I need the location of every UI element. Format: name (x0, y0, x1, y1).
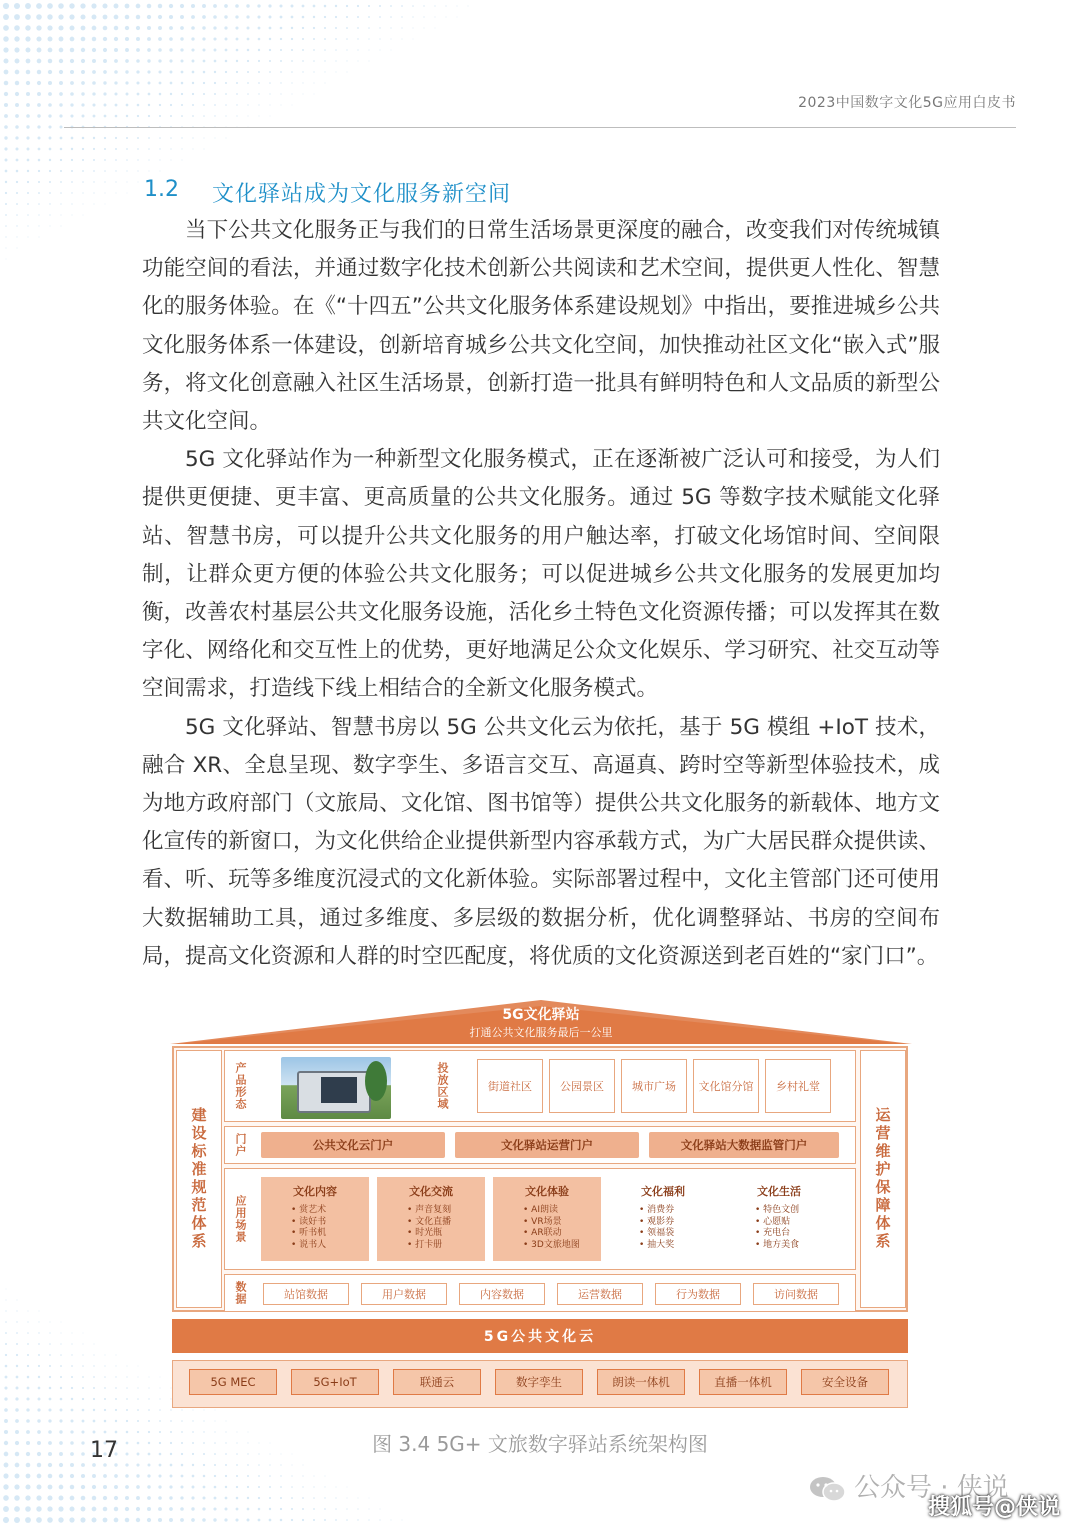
portal-item: 文化驿站运营门户 (455, 1132, 639, 1158)
scene-row (224, 1168, 856, 1270)
data-label: 数据 (234, 1281, 247, 1305)
area-box: 公园景区 (549, 1059, 615, 1113)
portal-item: 公共文化云门户 (261, 1132, 445, 1158)
kiosk-photo (281, 1057, 391, 1119)
portal-item: 文化驿站大数据监管门户 (649, 1132, 839, 1158)
scene-item: • 心愿贴 (755, 1217, 833, 1229)
infra-item: 联通云 (393, 1369, 481, 1395)
paragraph-1: 当下公共文化服务正与我们的日常生活场景更深度的融合，改变我们对传统城镇功能空间的看法，并通过数字化技术创新公共阅读和艺术空间，提供更人性化、智慧化的服务体验。在《“十四五”公共文化服务体系建设规划》中指出，要推进城乡公共文化服务体系一体建设，创新培育城乡公共文化空间，加快推动社区文化“嵌入式”服务，将文化创意融入社区生活场景，创新打造一批具有鲜明特色和人文品质的新型公共文化空间。 (142, 218, 940, 435)
left-pillar-text: 建设标准规范体系 (189, 1107, 208, 1251)
scene-title: 文化福利 (641, 1185, 685, 1198)
scene-item: • AI朗读 (523, 1205, 601, 1217)
sohu-watermark: 搜狐号@侠说 (927, 1495, 1060, 1520)
data-item: 站馆数据 (263, 1283, 349, 1305)
header-divider (64, 127, 1016, 128)
figure-caption: 图 3.4 5G+ 文旅数字驿站系统架构图 (372, 1432, 708, 1456)
scene-item: • 文化直播 (407, 1217, 485, 1229)
scene-title: 文化生活 (757, 1185, 801, 1198)
infra-item: 5G MEC (189, 1369, 277, 1395)
data-item: 运营数据 (557, 1283, 643, 1305)
infra-item: 朗读一体机 (597, 1369, 685, 1395)
scene-item: • VR场景 (523, 1217, 601, 1229)
left-pillar (176, 1050, 222, 1308)
scene-title: 文化体验 (525, 1185, 569, 1198)
scene-card (493, 1177, 601, 1261)
area-box: 文化馆分馆 (693, 1059, 759, 1113)
data-item: 用户数据 (361, 1283, 447, 1305)
scene-item: • 打卡册 (407, 1240, 485, 1252)
infra-item: 数字孪生 (495, 1369, 583, 1395)
scene-item: • 抽大奖 (639, 1240, 717, 1252)
infra-item: 安全设备 (801, 1369, 889, 1395)
area-label: 投放区域 (436, 1062, 449, 1110)
page-number: 17 (90, 1438, 118, 1463)
scene-item: • 特色文创 (755, 1205, 833, 1217)
paragraph-2: 5G 文化驿站作为一种新型文化服务模式，正在逐渐被广泛认可和接受，为人们提供更便捷、更丰富、更高质量的公共文化服务。通过 5G 等数字技术赋能文化驿站、智慧书房，可以提升公共文化服务的用户触达率，打破文化场馆时间、空间限制，让群众更方便的体验公共文化服务；可以促进城乡公共文化服务的发展更加均衡，改善农村基层公共文化服务设施，活化乡土特色文化资源传播；可以发挥其在数字化、网络化和交互性上的优势，更好地满足公众文化娱乐、学习研究、社交互动等空间需求，打造线下线上相结合的全新文化服务模式。 (142, 447, 940, 702)
scene-item: • 声音复刻 (407, 1205, 485, 1217)
infra-item: 直播一体机 (699, 1369, 787, 1395)
scene-card (609, 1177, 717, 1261)
scene-item: • 听书机 (291, 1228, 369, 1240)
infra-item: 5G+IoT (291, 1369, 379, 1395)
right-pillar-text: 运营维护保障体系 (873, 1107, 892, 1251)
section-number: 1.2 (144, 177, 179, 202)
scene-item: • 领福袋 (639, 1228, 717, 1240)
diagram-roof-title: 5G文化驿站 (502, 1007, 580, 1023)
section-title: 文化驿站成为文化服务新空间 (212, 182, 512, 207)
scene-card (261, 1177, 369, 1261)
diagram-roof-subtitle: 打通公共文化服务最后一公里 (469, 1026, 613, 1039)
scene-item: • 观影券 (639, 1217, 717, 1229)
product-row (224, 1050, 856, 1122)
wechat-watermark-text: 公众号 · 侠说 (854, 1473, 1009, 1503)
scene-label: 应用场景 (234, 1195, 247, 1243)
scene-item: • AR联动 (523, 1228, 601, 1240)
cloud-bar: 5G公共文化云 (172, 1319, 908, 1353)
scene-item: • 读好书 (291, 1217, 369, 1229)
scene-item: • 充电台 (755, 1228, 833, 1240)
scene-card (377, 1177, 485, 1261)
right-pillar (860, 1050, 906, 1308)
body-text (142, 212, 940, 976)
scene-title: 文化交流 (409, 1185, 453, 1198)
scene-title: 文化内容 (293, 1185, 337, 1198)
header-document-title: 2023中国数字文化5G应用白皮书 (798, 95, 1016, 111)
scene-card (725, 1177, 833, 1261)
data-row (224, 1274, 856, 1312)
paragraph-3: 5G 文化驿站、智慧书房以 5G 公共文化云为依托，基于 5G 模组 +IoT 技术，融合 XR、全息呈现、数字孪生、多语言交互、高逼真、跨时空等新型体验技术，成为地方政府部门（文旅局、文化馆、图书馆等）提供公共文化服务的新载体、地方文化宣传的新窗口，为文化供给企业提供新型内容承载方式，为广大居民群众提供读、看、听、玩等多维度沉浸式的文化新体验。实际部署过程中，文化主管部门还可使用大数据辅助工具，通过多维度、多层级的数据分析，优化调整驿站、书房的空间布局，提高文化资源和人群的时空匹配度，将优质的文化资源送到老百姓的“家门口”。 (142, 714, 940, 969)
scene-item: • 消费券 (639, 1205, 717, 1217)
scene-item: • 赏艺术 (291, 1205, 369, 1217)
scene-item: • 3D文旅地图 (523, 1240, 601, 1252)
product-label: 产品形态 (234, 1062, 247, 1110)
architecture-diagram (170, 998, 912, 1410)
area-box: 乡村礼堂 (765, 1059, 831, 1113)
wechat-icon (808, 1475, 848, 1503)
portal-label: 门户 (234, 1133, 247, 1157)
data-item: 内容数据 (459, 1283, 545, 1305)
area-box: 街道社区 (477, 1059, 543, 1113)
area-box: 城市广场 (621, 1059, 687, 1113)
scene-item: • 时光瓶 (407, 1228, 485, 1240)
data-item: 访问数据 (753, 1283, 839, 1305)
scene-item: • 说书人 (291, 1240, 369, 1252)
portal-row (224, 1126, 856, 1164)
data-item: 行为数据 (655, 1283, 741, 1305)
infrastructure-row (172, 1360, 908, 1408)
scene-item: • 地方美食 (755, 1240, 833, 1252)
